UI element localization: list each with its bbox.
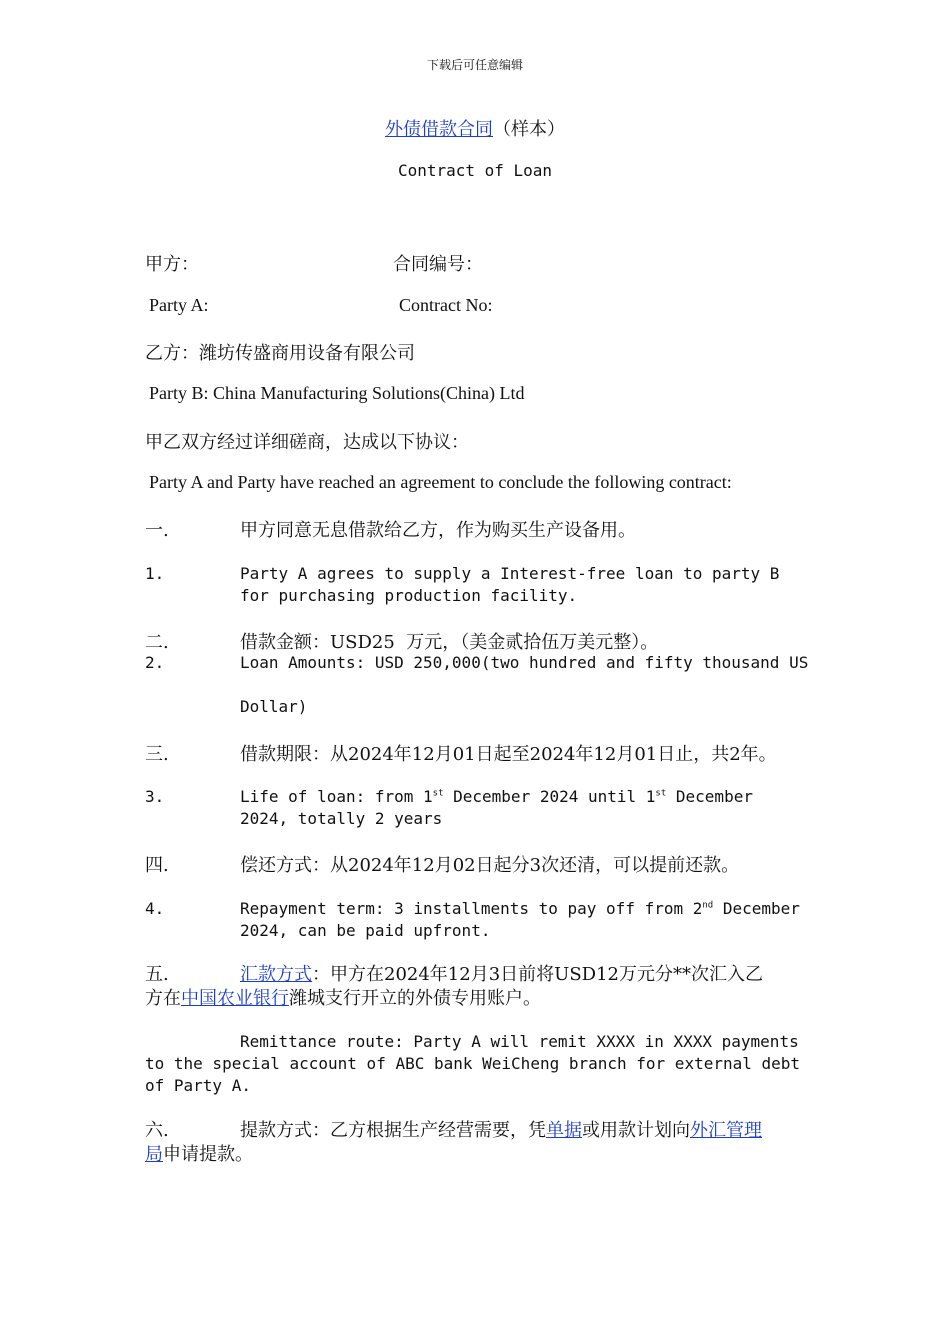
clause-2-number-en: 2. [145, 653, 165, 672]
clause-4-number-zh: 四. [145, 855, 169, 876]
title-link[interactable]: 外债借款合同 [385, 119, 493, 140]
clause-5-line-1: 五. 汇款方式：甲方在2024年12月3日前将USD12万元分**次汇入乙 [145, 964, 764, 985]
clause-2-number-zh: 二. [145, 632, 169, 653]
safe-bureau-link-cont[interactable]: 局 [145, 1144, 163, 1165]
clause-1-text-en [240, 563, 820, 607]
remittance-method-link[interactable]: 汇款方式 [240, 964, 312, 985]
party-b-en: Party B: China Manufacturing Solutions(China) Ltd [149, 383, 525, 403]
clause-3-number-en: 3. [145, 787, 165, 806]
clause-1-number-zh: 一. [145, 520, 169, 541]
document-subtitle: Contract of Loan [397, 161, 553, 180]
page-header: 下载后可任意编辑 [426, 58, 523, 72]
contract-no-label-zh: 合同编号： [393, 254, 483, 275]
clause-5-line-2: 方在中国农业银行潍城支行开立的外债专用账户。 [145, 988, 541, 1009]
clause-6-line-2: 局申请提款。 [145, 1144, 253, 1165]
clause-2-line-2: Dollar) [240, 697, 308, 716]
clause-3-line-1: Life of loan: from 1st December 2024 until 1st December [240, 787, 753, 806]
party-a-label-zh: 甲方： [145, 254, 199, 275]
clause-3-line-2: 2024, totally 2 years [240, 809, 443, 828]
clause-2-line-1: Loan Amounts: USD 250,000(two hundred and fifty thousand US [240, 653, 809, 672]
clause-1-text-zh: 甲方同意无息借款给乙方，作为购买生产设备用。 [240, 520, 636, 541]
clause-5-line-en-2: to the special account of ABC bank WeiCheng branch for external debt [145, 1054, 801, 1073]
safe-bureau-link[interactable]: 外汇管理 [690, 1120, 762, 1141]
clause-4-line-1: Repayment term: 3 installments to pay off from 2nd December [240, 899, 800, 918]
clause-5-line-en-1: Remittance route: Party A will remit XXXX in XXXX payments [240, 1032, 799, 1051]
clause-2-text-zh: 借款金额：USD25 万元，（美金贰拾伍万美元整）。 [240, 632, 659, 653]
clause-1-number-en: 1. [145, 564, 165, 583]
clause-5-line-en-3: of Party A. [145, 1076, 251, 1095]
clause-3-number-zh: 三. [145, 744, 169, 765]
clause-4-number-en: 4. [145, 899, 165, 918]
documents-link[interactable]: 单据 [546, 1120, 582, 1141]
agreement-intro-en: Party A and Party have reached an agreement to conclude the following contract: [149, 472, 732, 492]
abc-bank-link[interactable]: 中国农业银行 [181, 988, 289, 1009]
clause-1-line-1: Party A agrees to supply a Interest-free loan to party B [240, 564, 780, 583]
clause-4-text-zh: 偿还方式：从2024年12月02日起分3次还清，可以提前还款。 [240, 855, 740, 876]
agreement-intro-zh: 甲乙双方经过详细磋商，达成以下协议： [145, 432, 469, 453]
contract-no-label-en: Contract No: [399, 295, 493, 315]
clause-5-text-en [145, 1031, 805, 1097]
clause-3-text-en [240, 786, 820, 830]
clause-4-text-en [240, 898, 840, 942]
document-title [0, 115, 950, 141]
clause-4-line-2: 2024, can be paid upfront. [240, 921, 491, 940]
party-b-zh: 乙方：潍坊传盛商用设备有限公司 [145, 343, 415, 364]
clause-5-text-zh [145, 963, 805, 1011]
title-suffix: （样本） [493, 119, 565, 140]
clause-3-text-zh: 借款期限：从2024年12月01日起至2024年12月01日止，共2年。 [240, 744, 777, 765]
party-a-label-en: Party A: [149, 295, 209, 315]
clause-6-line-1: 六. 提款方式：乙方根据生产经营需要，凭单据或用款计划向外汇管理 [145, 1120, 762, 1141]
clause-6-text-zh [145, 1119, 805, 1167]
clause-1-line-2: for purchasing production facility. [240, 586, 578, 605]
